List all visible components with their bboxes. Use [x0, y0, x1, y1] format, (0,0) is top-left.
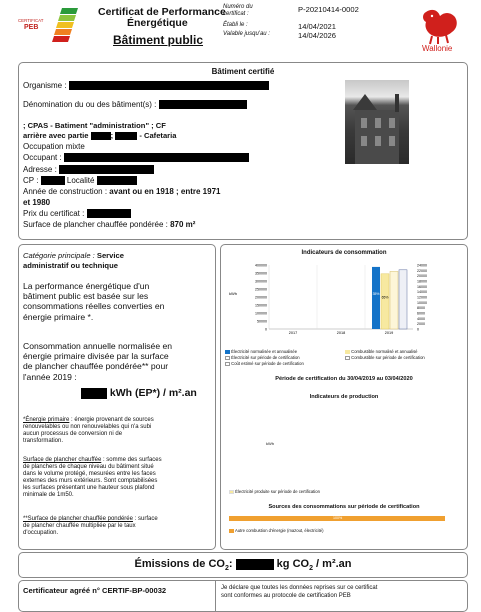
- legend-label: Combustible normalisé et annualisé: [351, 349, 418, 354]
- redacted-organisme: [69, 81, 269, 90]
- rooster-icon: [418, 6, 464, 46]
- certificateur-label: Certificateur agréé n° CERTIF-BP-00032: [23, 586, 167, 595]
- y-tick-label-right: 10000: [417, 300, 427, 305]
- perf-line: énergie primaire *.: [23, 311, 94, 322]
- categorie-row: [23, 251, 211, 260]
- bar: [399, 270, 407, 329]
- periode-text: Période de certification du 30/04/2019 au 03/04/2020: [275, 376, 413, 382]
- y-tick-label-right: 4000: [417, 316, 425, 321]
- redacted-partie: [91, 132, 111, 140]
- consumption-chart: [221, 257, 467, 347]
- chart3-title: Sources des consommations sur période de certification: [268, 504, 420, 510]
- chart1-title: Indicateurs de consommation: [301, 250, 387, 256]
- peb-logo: [18, 4, 80, 44]
- conso-unit: kWh (EP*) / m².an: [109, 387, 197, 399]
- emissions-unit: kg CO: [276, 558, 310, 570]
- def-primaire: [23, 417, 213, 445]
- chart2-legend-label: Électricité produite sur période de certification: [235, 489, 320, 494]
- title-line2: Énergétique: [127, 17, 188, 29]
- wallonie-logo: [418, 6, 464, 54]
- y-tick-label-right: 0: [417, 327, 419, 332]
- chart2-title: Indicateurs de production: [309, 394, 379, 400]
- redacted-prix: [87, 209, 131, 218]
- adresse-row: [23, 165, 154, 174]
- denomination-value-2b: - Cafetaria: [139, 131, 177, 140]
- chart3-legend: [229, 528, 323, 533]
- conso-line: Consommation annuelle normalisée en: [23, 341, 173, 351]
- building-photo-icon: [345, 80, 409, 164]
- perf-line: La performance énergétique d'un: [23, 281, 150, 291]
- categorie-value-1: Service: [96, 251, 124, 260]
- declaration-line-1: Je déclare que toutes les données reprises sur ce certificat: [221, 585, 378, 591]
- building-section-title: Bâtiment certifié: [211, 67, 275, 76]
- legend-item: [225, 361, 304, 366]
- legend-label: Électricité sur période de certification: [231, 355, 300, 360]
- title-line1: Certificat de Performance: [98, 6, 226, 18]
- conso-text: [23, 341, 172, 382]
- chart1-ylabel: kWh: [229, 291, 237, 296]
- declaration-line-2: sont conformes au protocole de certification PEB: [221, 593, 351, 599]
- bar-data-label: 35%: [372, 291, 380, 296]
- x-tick-label: 2017: [288, 331, 298, 335]
- y-tick-label-left: 250000: [255, 287, 267, 292]
- conso-line: l'année 2019 :: [23, 371, 77, 382]
- y-tick-label-left: 200000: [255, 295, 267, 300]
- legend-item: [345, 349, 418, 354]
- def-surface-line: de planchers de chaque niveau du bâtiment situé: [23, 464, 154, 470]
- legend-label: Électricité normalisée et annualisée: [231, 349, 298, 354]
- localite-label: Localité: [66, 176, 95, 185]
- chart2-ylabel: kWh: [266, 441, 274, 446]
- y-tick-label-right: 20000: [417, 274, 427, 279]
- prix-row: [23, 209, 131, 218]
- def-primaire-line: transformation.: [23, 438, 64, 444]
- chart3-bar-label: 100%: [333, 516, 343, 520]
- meta-etabli-value: 14/04/2021: [298, 22, 337, 31]
- y-tick-label-left: 400000: [255, 263, 267, 268]
- x-tick-label: 2019: [384, 331, 394, 335]
- legend-item: [225, 349, 297, 354]
- emissions-label: Émissions de CO: [134, 558, 225, 570]
- conso-line: de plancher chauffée pondérée** pour: [23, 361, 169, 372]
- denomination-row: [23, 100, 247, 109]
- def-primaire-title: *Énergie primaire: [23, 417, 70, 423]
- y-tick-label-left: 300000: [255, 279, 267, 284]
- legend-item: [225, 355, 300, 360]
- def-surface-line: les surfaces présentant une hauteur sous plafond: [23, 485, 155, 491]
- adresse-label: Adresse :: [23, 165, 57, 174]
- y-tick-label-right: 6000: [417, 311, 425, 316]
- legend-item: [345, 355, 425, 360]
- def-ponderee-title: **Surface de plancher chauffée pondérée: [23, 516, 133, 522]
- def-ponderee-line: d'occupation.: [23, 530, 59, 536]
- y-tick-label-left: 100000: [255, 311, 267, 316]
- redacted-occupant: [64, 153, 249, 162]
- categorie-label: Catégorie principale :: [23, 251, 95, 260]
- redacted-denomination: [159, 100, 247, 109]
- y-tick-label-left: 50000: [257, 319, 267, 324]
- def-surface-title: Surface de plancher chauffée: [23, 457, 102, 463]
- performance-section: [18, 244, 216, 550]
- legend-label: Coût estimé sur période de certification: [231, 361, 304, 366]
- annee-label: Année de construction :: [23, 187, 108, 196]
- redacted-conso-value: [81, 388, 107, 399]
- page-subtitle: Bâtiment public: [113, 33, 204, 47]
- legend-label: Combustible sur période de certification: [351, 355, 425, 360]
- y-tick-label-left: 150000: [255, 303, 267, 308]
- redacted-emissions: [236, 559, 274, 570]
- bar: [372, 267, 380, 329]
- chart3-legend-label: Autre combustion d'énergie (mazout, électricité): [234, 528, 324, 533]
- organisme-row: [23, 81, 269, 90]
- occupant-label: Occupant :: [23, 153, 62, 162]
- perf-line: consommations réelles converties en: [23, 301, 165, 312]
- surface-value: 870 m²: [170, 220, 196, 229]
- indicators-section: [220, 244, 468, 550]
- perf-line: bâtiment public est basée sur les: [23, 291, 149, 302]
- y-tick-label-right: 8000: [417, 306, 425, 311]
- footer-divider: [215, 581, 216, 611]
- y-tick-label-left: 0: [265, 327, 267, 332]
- surface-label: Surface de plancher chauffée pondérée :: [23, 220, 168, 229]
- emissions-row: Émissions de $CO_2$: kg $CO_2 / m^2.an$: [134, 558, 352, 573]
- y-tick-label-right: 24000: [417, 263, 427, 268]
- redacted-adresse: [59, 165, 154, 174]
- denomination-value-2-row: arrière avec partie ; - Cafetaria: [23, 131, 177, 140]
- x-tick-label: 2018: [336, 331, 346, 335]
- def-primaire-line: aucun processus de conversion ni de: [23, 431, 123, 437]
- surface-row: [23, 220, 195, 229]
- redacted-localite: [97, 176, 137, 185]
- y-tick-label-right: 14000: [417, 290, 427, 295]
- def-primaire-line: : énergie provenant de sources: [71, 417, 154, 423]
- wallonie-text: Wallonie: [422, 44, 453, 53]
- meta-etabli-label: Établi le :: [223, 22, 248, 28]
- def-surface-line: dans le volume protégé, mesurées entre les faces: [23, 471, 156, 477]
- cp-label: CP :: [23, 176, 39, 185]
- bar: [390, 271, 398, 329]
- cp-row: [23, 176, 137, 185]
- annee-value-1: avant ou en 1918 ; entre 1971: [109, 187, 221, 196]
- denomination-label: Dénomination du ou des bâtiment(s) :: [23, 100, 157, 109]
- building-photo: [345, 80, 409, 164]
- categorie-value-2: administratif ou technique: [23, 261, 118, 270]
- bar-data-label: 65%: [381, 295, 389, 300]
- def-ponderee-line: : surface: [134, 516, 158, 522]
- meta-valable-label: Valable jusqu'au :: [223, 31, 270, 37]
- def-surface: [23, 457, 213, 499]
- def-primaire-line: renouvelables ou non renouvelables qui n'a subi: [23, 424, 152, 430]
- annee-row: [23, 187, 220, 196]
- denomination-value-1: ; CPAS - Batiment "administration" ; CF: [23, 121, 166, 130]
- occupation: Occupation mixte: [23, 142, 85, 151]
- y-tick-label-right: 2000: [417, 322, 425, 327]
- perf-text: [23, 281, 164, 322]
- y-tick-label-right: 22000: [417, 268, 427, 273]
- organisme-label: Organisme :: [23, 81, 67, 90]
- meta-valable-value: 14/04/2026: [298, 31, 337, 40]
- occupant-row: [23, 153, 249, 162]
- bar: [381, 274, 389, 329]
- meta-numero-value: P-20210414-0002: [298, 5, 359, 14]
- emissions-section: [18, 552, 468, 578]
- conso-value-row: [81, 387, 197, 399]
- peb-logo-text: CERTIFICAT: [18, 18, 44, 23]
- building-section: [18, 62, 468, 240]
- redacted-cp: [41, 176, 65, 185]
- conso-line: énergie primaire divisée par la surface: [23, 351, 169, 362]
- peb-logo-peb: PEB: [24, 24, 39, 31]
- chart3-bar: [229, 516, 445, 521]
- def-ponderee: [23, 516, 213, 537]
- def-surface-line: : somme des surfaces: [102, 457, 162, 463]
- y-tick-label-right: 12000: [417, 295, 427, 300]
- def-surface-line: externes des murs extérieurs. Sont comptabilisées: [23, 478, 158, 484]
- chart2-legend: [229, 489, 320, 494]
- annee-value-2: et 1980: [23, 198, 51, 207]
- y-tick-label-left: 350000: [255, 271, 267, 276]
- y-tick-label-right: 16000: [417, 284, 427, 289]
- footer-section: [18, 580, 468, 612]
- def-surface-line: minimale de 1m50.: [23, 492, 74, 498]
- denomination-value-2a: arrière avec partie: [23, 131, 89, 140]
- y-tick-label-right: 18000: [417, 279, 427, 284]
- redacted-cafetaria: [115, 132, 137, 140]
- meta-numero-label: Numéro du certificat :: [223, 4, 253, 17]
- emissions-unit-tail: / m².an: [316, 558, 352, 570]
- def-ponderee-line: de plancher chauffée multipliée par le taux: [23, 523, 136, 529]
- prix-label: Prix du certificat :: [23, 209, 85, 218]
